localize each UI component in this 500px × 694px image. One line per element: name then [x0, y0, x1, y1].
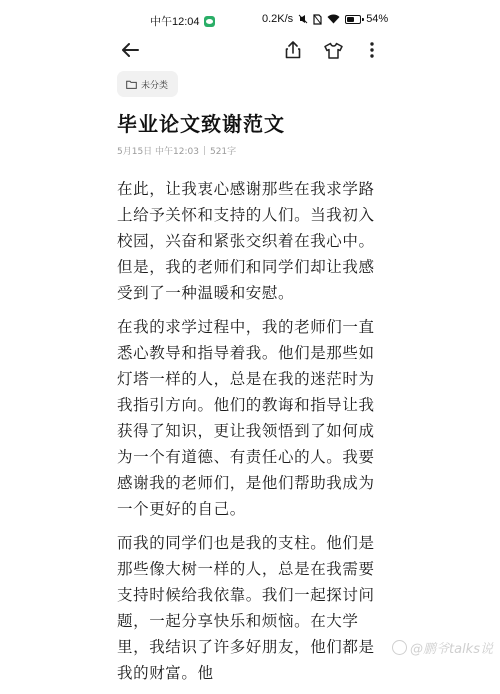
note-title[interactable]: 毕业论文致谢范文	[117, 112, 285, 136]
watermark-logo-icon	[392, 640, 407, 655]
folder-icon	[126, 80, 137, 89]
note-date: 5月15日 中午12:03	[117, 147, 199, 157]
arrow-left-icon	[121, 42, 139, 58]
share-icon	[285, 41, 301, 59]
no-sim-icon	[313, 14, 322, 25]
paragraph-3: 而我的同学们也是我的支柱。他们是那些像大树一样的人，总是在我需要支持时候给我依靠。我们一起探讨问题，一起分享快乐和烦恼。在大学里，我结识了许多好朋友，他们都是我的财富。他	[117, 534, 375, 682]
status-indicators	[262, 13, 388, 25]
category-chip[interactable]	[117, 71, 178, 97]
note-toolbar	[0, 32, 500, 68]
status-time-group	[150, 13, 215, 29]
battery-icon	[345, 15, 361, 24]
word-count: 521字	[209, 147, 237, 157]
more-vertical-icon	[370, 42, 374, 58]
note-body[interactable]	[117, 176, 377, 694]
share-button[interactable]	[279, 36, 307, 64]
more-button[interactable]	[358, 36, 386, 64]
status-time: 中午12:04	[150, 16, 200, 28]
network-speed: 0.2K/s	[262, 13, 294, 25]
battery-percent: 54%	[366, 13, 389, 25]
shirt-icon	[324, 42, 343, 59]
watermark	[392, 638, 493, 657]
category-label: 未分类	[141, 80, 169, 91]
meta-divider	[204, 146, 205, 155]
theme-button[interactable]	[319, 36, 347, 64]
paragraph-1: 在此，让我衷心感谢那些在我求学路上给予关怀和支持的人们。当我初入校园，兴奋和紧张交织着在我心中。但是，我的老师们和同学们却让我感受到了一种温暖和安慰。	[117, 180, 375, 302]
watermark-text: @鹏爷talks说	[410, 642, 493, 657]
paragraph-2: 在我的求学过程中，我的老师们一直悉心教导和指导着我。他们是那些如灯塔一样的人，总是在我的迷茫时为我指引方向。他们的教诲和指导让我获得了知识，更让我领悟到了如何成为一个有道德、有责任心的人。我要感谢我的老师们，是他们帮助我成为一个更好的自己。	[117, 318, 375, 518]
note-meta	[117, 144, 236, 157]
wechat-notification-icon	[204, 16, 215, 27]
wifi-icon	[327, 14, 340, 24]
mute-icon	[298, 14, 308, 24]
back-button[interactable]	[116, 36, 144, 64]
